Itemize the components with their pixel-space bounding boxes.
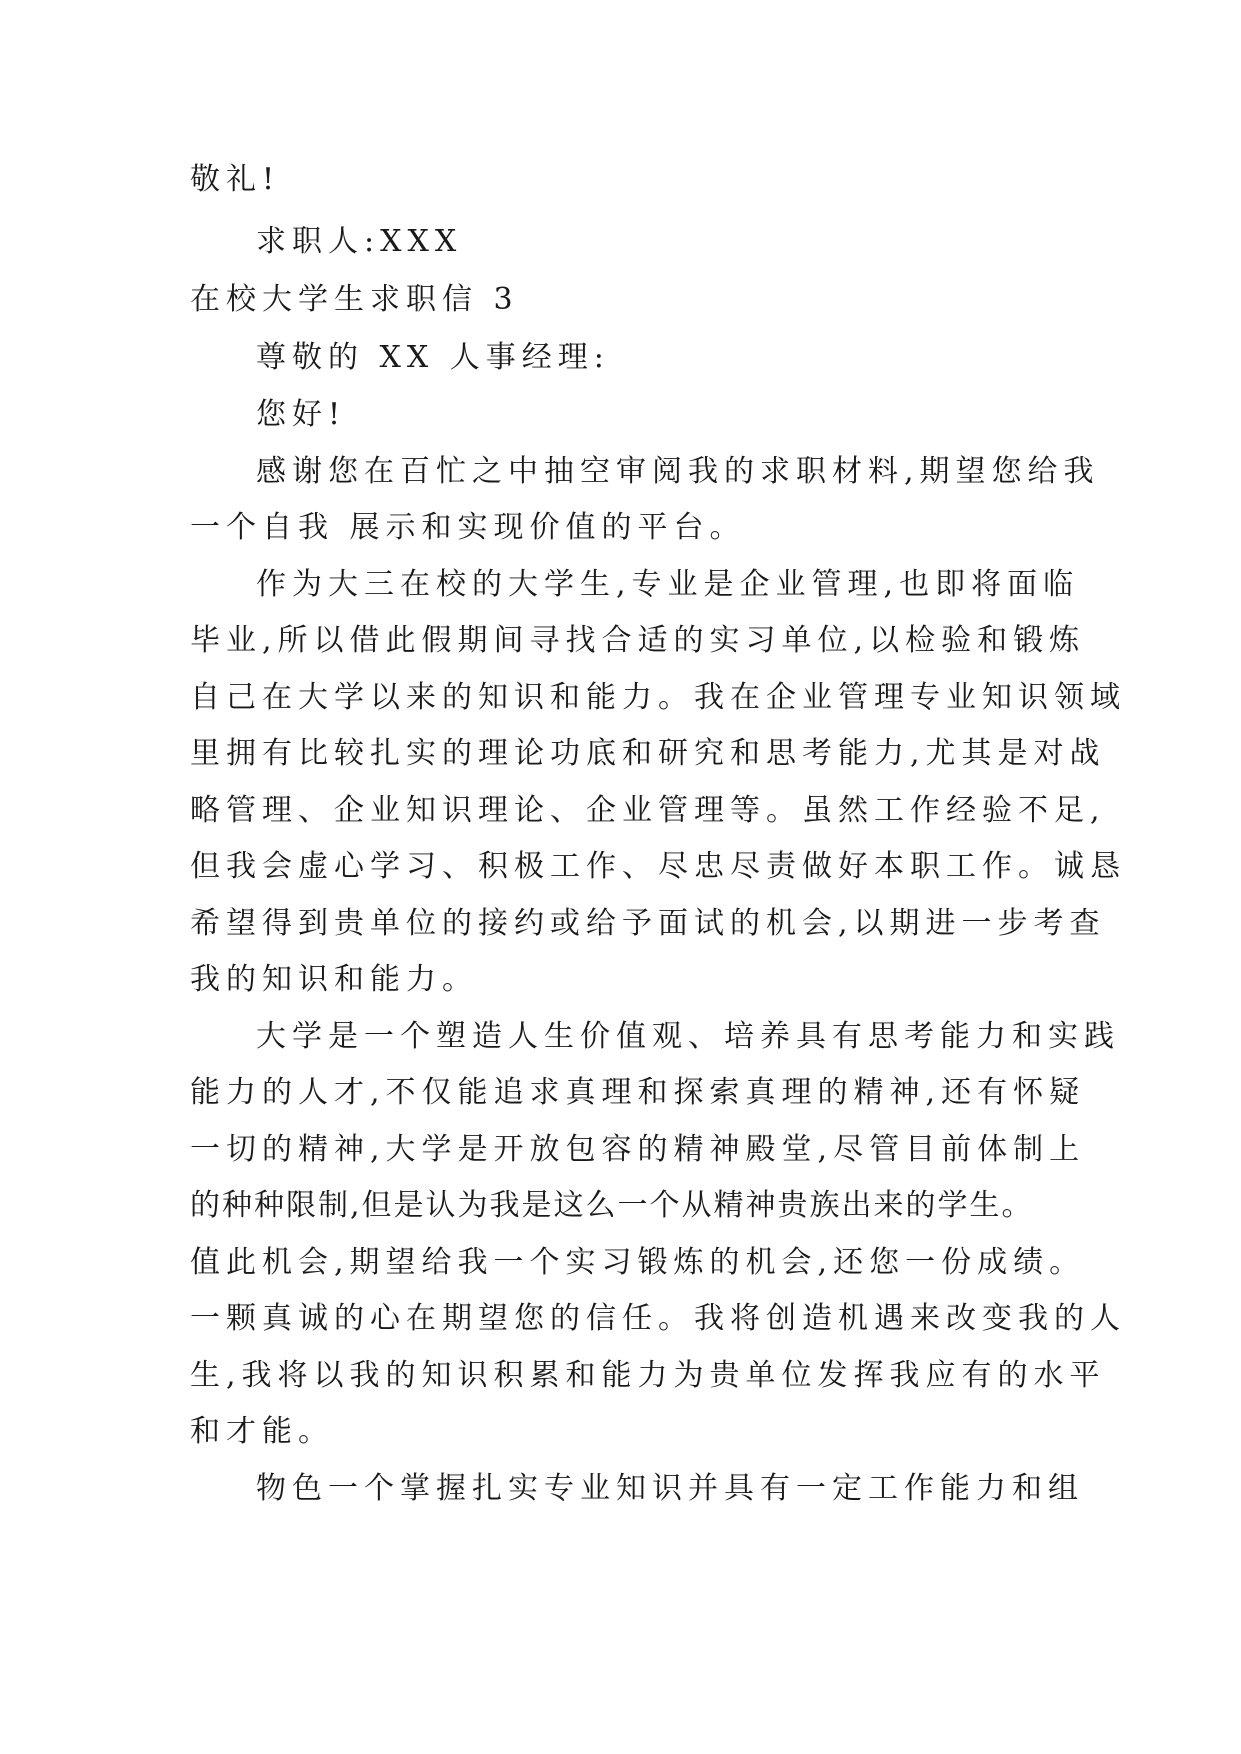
paragraph-line: 里拥有比较扎实的理论功底和研究和思考能力,尤其是对战	[190, 736, 1106, 771]
paragraph-line: 但我会虚心学习、积极工作、尽忠尽责做好本职工作。诚恳	[190, 849, 1126, 884]
greeting-recipient: 尊敬的 XX 人事经理:	[256, 340, 610, 375]
paragraph-line: 和才能。	[190, 1414, 334, 1449]
paragraph-line: 的种种限制,但是认为我是这么一个从精神贵族出来的学生。	[190, 1188, 1034, 1223]
paragraph-line: 一颗真诚的心在期望您的信任。我将创造机遇来改变我的人	[190, 1301, 1126, 1336]
closing-salutation: 敬礼!	[190, 162, 281, 197]
paragraph-line: 物色一个掌握扎实专业知识并具有一定工作能力和组	[256, 1471, 1084, 1506]
applicant-signature: 求职人:XXX	[256, 224, 463, 259]
paragraph-line: 作为大三在校的大学生,专业是企业管理,也即将面临	[256, 567, 1080, 602]
paragraph-line: 毕业,所以借此假期间寻找合适的实习单位,以检验和锻炼	[190, 623, 1086, 658]
greeting-hello: 您好!	[256, 397, 347, 432]
paragraph-line: 我的知识和能力。	[190, 962, 478, 997]
paragraph-line: 希望得到贵单位的接约或给予面试的机会,以期进一步考查	[190, 906, 1106, 941]
paragraph-line: 能力的人才,不仅能追求真理和探索真理的精神,还有怀疑	[190, 1075, 1086, 1110]
paragraph-line: 值此机会,期望给我一个实习锻炼的机会,还您一份成绩。	[190, 1245, 1086, 1280]
paragraph-line: 略管理、企业知识理论、企业管理等。虽然工作经验不足,	[190, 793, 1106, 828]
paragraph-line: 感谢您在百忙之中抽空审阅我的求职材料,期望您给我	[256, 454, 1100, 489]
letter-heading: 在校大学生求职信 3	[190, 282, 519, 317]
paragraph-line: 生,我将以我的知识积累和能力为贵单位发挥我应有的水平	[190, 1358, 1106, 1393]
paragraph-line: 自己在大学以来的知识和能力。我在企业管理专业知识领域	[190, 680, 1126, 715]
paragraph-line: 一个自我 展示和实现价值的平台。	[190, 510, 746, 545]
paragraph-line: 一切的精神,大学是开放包容的精神殿堂,尽管目前体制上	[190, 1132, 1086, 1167]
paragraph-line: 大学是一个塑造人生价值观、培养具有思考能力和实践	[256, 1019, 1120, 1054]
